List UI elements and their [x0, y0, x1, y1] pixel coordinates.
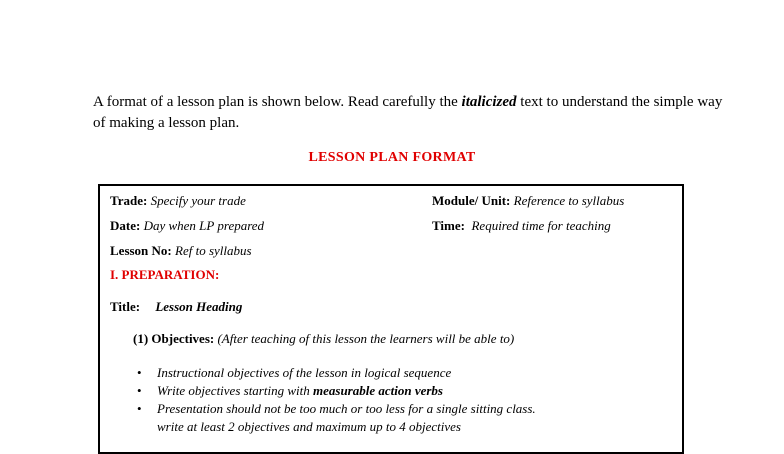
- lesson-no-label: Lesson No:: [110, 243, 172, 258]
- date-value: Day when LP prepared: [143, 218, 265, 233]
- trade-value: Specify your trade: [150, 193, 246, 208]
- title-field: [110, 299, 242, 315]
- trade-label: Trade:: [110, 193, 148, 208]
- title-value: Lesson Heading: [155, 299, 243, 314]
- bullet-text-2-strong: measurable action verbs: [313, 383, 443, 398]
- objectives-field: [133, 331, 514, 347]
- bullet-text-2: Write objectives starting with: [157, 383, 313, 398]
- bullet-text-1: Instructional objectives of the lesson in logical sequence: [157, 365, 452, 380]
- time-label: Time:: [432, 218, 465, 233]
- date-field: [110, 218, 264, 234]
- time-value: Required time for teaching: [471, 218, 611, 233]
- lesson-no-field: [110, 243, 252, 259]
- preparation-heading: I. PREPARATION:: [110, 267, 220, 282]
- bullet-text-3: • Presentation should not be too much or too less for a single sitting class.: [157, 401, 536, 416]
- page-heading: LESSON PLAN FORMAT: [308, 150, 476, 165]
- time-field: [432, 218, 611, 234]
- title-label: Title:: [110, 299, 141, 314]
- list-item: [135, 400, 536, 436]
- intro-paragraph: [93, 92, 733, 134]
- module-value: Reference to syllabus: [513, 193, 625, 208]
- bullet-text-3-cont: write at least 2 objectives and maximum up to 4 objectives: [157, 419, 461, 434]
- module-field: [432, 193, 624, 209]
- list-item: [135, 382, 536, 400]
- intro-text-1: A format of a lesson plan is shown below. Read carefully the: [93, 94, 462, 110]
- objectives-list: [135, 364, 536, 436]
- intro-text-2: text to understand the simple way of making a lesson plan.: [93, 94, 723, 131]
- date-label: Date:: [110, 218, 141, 233]
- objectives-label: (1) Objectives:: [133, 331, 215, 346]
- trade-field: [110, 193, 246, 209]
- intro-emphasis: italicized: [461, 94, 517, 110]
- module-label: Module/ Unit:: [432, 193, 511, 208]
- objectives-note: (After teaching of this lesson the learners will be able to): [217, 331, 515, 346]
- list-item: [135, 364, 536, 382]
- lesson-no-value: Ref to syllabus: [175, 243, 252, 258]
